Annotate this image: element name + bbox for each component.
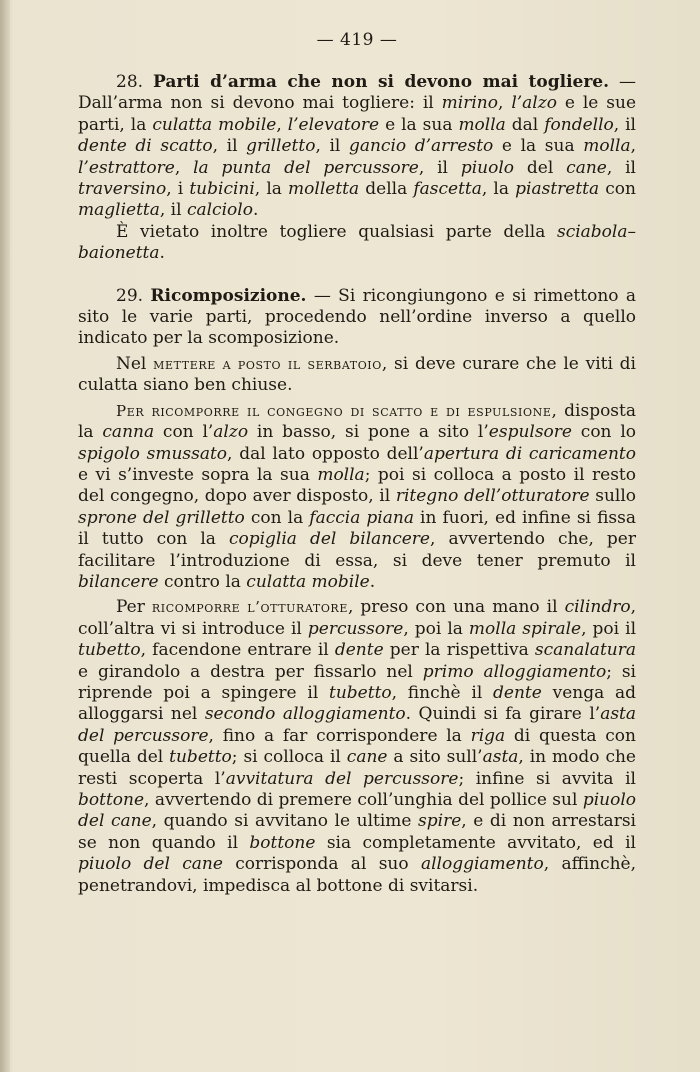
italic-term: espulsore (488, 422, 572, 443)
text-run: , facendone entrare il (140, 640, 335, 661)
italic-term: l’alzo (511, 93, 557, 114)
text-run: , finchè il (391, 682, 494, 703)
section-29-number: 29. (116, 285, 144, 306)
section-28-paragraph-1 (78, 72, 636, 222)
italic-term: bilancere (78, 571, 159, 592)
text-run: , la (481, 179, 516, 200)
italic-term: dente (493, 682, 542, 703)
italic-term: l’estrattore (78, 157, 175, 178)
italic-term: spire (418, 811, 462, 832)
small-caps-phrase: Per ricomporre il congegno di scatto e di espulsione (116, 401, 552, 420)
italic-term: cane (346, 747, 388, 768)
italic-term: fascetta (413, 179, 482, 200)
text-run: . (252, 200, 259, 221)
italic-term: molla (317, 464, 365, 485)
section-29-paragraph-2 (78, 354, 636, 397)
italic-term: ritegno dell’otturatore (395, 486, 590, 507)
text-run: sullo (589, 486, 637, 507)
text-run: sia completamente avvitato, ed il (315, 832, 636, 853)
italic-term: piuolo del cane (78, 790, 636, 832)
italic-term: molla (458, 114, 506, 135)
section-28-title: Parti d’arma che non si devono mai togliere. (153, 72, 610, 92)
text-run: , il (212, 136, 247, 157)
text-run: , il (606, 157, 636, 178)
italic-term: copiglia del bilancere (228, 529, 430, 550)
text-run: , quando si avvitano le ultime (151, 811, 419, 832)
italic-term: tubetto (169, 747, 232, 768)
italic-term: molletta (288, 179, 360, 200)
section-28-text (78, 72, 636, 220)
italic-term: maglietta (78, 200, 160, 221)
text-run: , (630, 136, 636, 157)
italic-term: bottone (78, 790, 145, 810)
italic-term: grilletto (246, 136, 316, 157)
section-28-number: 28. (116, 72, 144, 92)
italic-term: mirino (441, 93, 498, 114)
text-run: e vi s’investe sopra la sua (78, 464, 318, 485)
text-run: , e di non arrestarsi se non quando il (78, 811, 636, 853)
section-29-paragraph-3 (78, 401, 636, 594)
italic-term: culatta mobile (246, 571, 370, 592)
italic-term: canna (102, 422, 155, 443)
text-run: , il (159, 200, 187, 221)
text-run: , il (613, 114, 636, 135)
italic-term: la punta del percussore (193, 157, 419, 178)
text-run: , (174, 157, 194, 178)
text-run: e la sua (493, 136, 584, 157)
italic-term: piastretta (515, 179, 600, 200)
text-run: ; si colloca il (231, 747, 347, 768)
text-run: dal (505, 114, 545, 135)
text-run: venga ad alloggarsi nel (78, 682, 636, 725)
text-run: per la rispettiva (383, 640, 535, 661)
text-run: , (497, 93, 512, 114)
italic-term: molla (583, 136, 631, 157)
italic-term: cane (566, 157, 607, 178)
italic-term: gancio d’arresto (348, 136, 494, 157)
text-run: ; si riprende poi a spingere il (78, 661, 636, 703)
text-run: , si deve curare che le viti di culatta siano ben chiuse. (78, 353, 636, 396)
italic-term: molla spirale (468, 618, 582, 639)
italic-term: traversino (78, 179, 167, 200)
text-run: È vietato inoltre togliere qualsiasi parte della (116, 221, 557, 242)
text-run: , (276, 114, 288, 135)
text-run: , il (315, 136, 349, 157)
italic-term: riga (470, 725, 506, 746)
italic-term: tubicini (189, 179, 255, 200)
text-run: , fino a far corrispondere la (208, 725, 471, 746)
italic-term: bottone (249, 832, 316, 853)
text-run: ; poi si colloca a posto il resto del congegno, dopo aver disposto, il (78, 464, 636, 507)
text-run: , poi il (581, 618, 637, 639)
text-run: , in modo che resti scoperta l’ (78, 747, 636, 789)
small-caps-phrase: mettere a posto il serbatoio (153, 354, 382, 373)
text-run: , il (418, 157, 461, 178)
italic-term: tubetto (329, 682, 392, 703)
small-caps-phrase: ricomporre l’otturatore (151, 598, 348, 617)
italic-term: asta del percussore (78, 704, 637, 746)
text-run: , coll’altra vi si introduce il (78, 597, 637, 639)
italic-term: l’elevatore (287, 114, 380, 135)
page-gutter (0, 0, 10, 1072)
italic-term: faccia piana (309, 507, 414, 528)
italic-term: fondello (544, 114, 614, 135)
text-run: — Si ricongiungono e si rimettono a sito le varie parti, procedendo nell’ordine inverso a quello indicato per la scomposizione. (78, 285, 636, 349)
text-run: ; infine si avvita il (458, 768, 636, 789)
text-run: , affinchè, penetrandovi, impedisca al bottone di svitarsi. (78, 854, 637, 896)
text-run: a sito sull’ (387, 747, 483, 768)
text-run: con lo (571, 422, 636, 443)
text-run: in fuori, ed infine si fissa il tutto con la (78, 507, 636, 550)
page-number: — 419 — (316, 30, 398, 50)
italic-term: primo alloggiamento (422, 661, 607, 682)
italic-term: culatta mobile (152, 114, 277, 135)
text-run: , dal lato opposto dell’ (227, 443, 424, 464)
text-run: e girandolo a destra per fissarlo nel (78, 661, 423, 682)
text-run: con la (244, 507, 310, 528)
text-run: in basso, si pone a sito l’ (248, 422, 489, 443)
italic-term: alloggiamento (420, 854, 544, 875)
section-28-paragraph-2 (78, 222, 636, 265)
italic-term: percussore (307, 618, 404, 639)
text-run: , avvertendo che, per facilitare l’introduzione di essa, si deve tener premuto il (78, 529, 636, 571)
italic-term: piuolo (460, 157, 515, 178)
text-run: e la sua (379, 114, 459, 135)
text-run: contro la (158, 571, 247, 592)
text-run: Nel (116, 353, 154, 374)
italic-term: cilindro (564, 597, 631, 618)
italic-term: calciolo (186, 200, 253, 221)
text-run: corrisponda al suo (222, 854, 421, 875)
italic-term: secondo alloggiamento (204, 704, 406, 725)
italic-term: spigolo smussato (78, 443, 228, 464)
text-run: — Dall’arma non si devono mai togliere: il (78, 72, 637, 114)
text-run: con (599, 179, 636, 200)
text-run: , i (166, 179, 190, 200)
text-run: . (159, 243, 165, 264)
italic-term: dente di scatto (78, 136, 213, 157)
text-run: con l’ (154, 422, 214, 443)
text-run: . (369, 571, 376, 592)
text-run: della (359, 179, 414, 200)
italic-term: scanalatura (534, 640, 636, 661)
italic-term: alzo (213, 422, 249, 443)
italic-term: piuolo del cane (78, 854, 223, 875)
text-run: e le sue parti, la (78, 93, 637, 135)
text-run: . Quindi si fa girare l’ (405, 704, 601, 725)
section-29-title: Ricomposizione. (150, 285, 307, 306)
text-run: , disposta la (78, 400, 636, 443)
italic-term: sprone del grilletto (78, 507, 245, 528)
text-run: , avvertendo di premere coll’unghia del pollice sul (144, 790, 583, 810)
text-run: , preso con una mano il (347, 597, 565, 618)
italic-term: asta (482, 747, 519, 768)
section-29-paragraph-4 (78, 597, 636, 897)
text-run: del (514, 157, 567, 178)
italic-term: apertura di caricamento (423, 443, 637, 464)
italic-term: sciabola–baionetta (78, 221, 636, 264)
section-29-paragraph-1 (78, 286, 636, 350)
text-run: , poi la (403, 618, 469, 639)
italic-term: tubetto (78, 640, 141, 661)
text-run: Per (116, 597, 152, 618)
italic-term: dente (334, 640, 384, 661)
text-run: , la (254, 179, 289, 200)
text-run: di questa con quella del (78, 725, 636, 768)
italic-term: avvitatura del percussore (225, 768, 459, 789)
